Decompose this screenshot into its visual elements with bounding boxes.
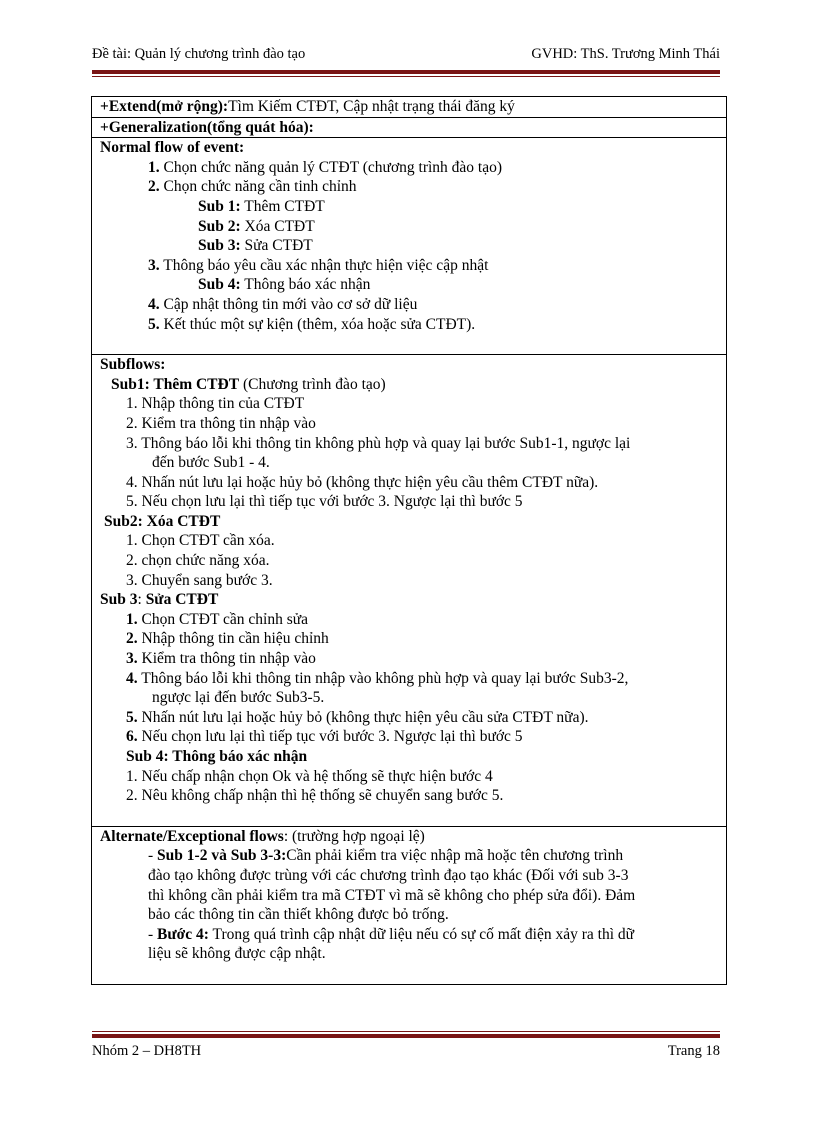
normal-sub-1: Sub 1: Thêm CTĐT (198, 197, 325, 215)
paragraph-line: bảo các thông tin cần thiết không được bỏ trống. (148, 906, 449, 924)
page-number: Trang 18 (667, 1043, 720, 1059)
footer-rule (92, 1034, 720, 1038)
paragraph-line: thì không cần phải kiểm tra mã CTĐT vì mã sẽ không cho phép sửa đổi). Đảm (148, 886, 636, 904)
list-item: 3. Chuyển sang bước 3. (126, 571, 273, 589)
subflow-2-heading: Sub2: Xóa CTĐT (104, 512, 221, 530)
page-footer (92, 1043, 720, 1060)
list-item: ngược lại đến bước Sub3-5. (152, 689, 325, 707)
normal-sub-2: Sub 2: Xóa CTĐT (198, 217, 315, 235)
subflow-4-heading: Sub 4: Thông báo xác nhận (126, 748, 308, 765)
paragraph-line: đào tạo không được trùng với các chương trình đạo tạo khác (Đối với sub 3-3 (148, 866, 629, 884)
paragraph-line: liệu sẽ không được cập nhật. (148, 945, 326, 963)
footer-rule-thin (92, 1031, 720, 1032)
normal-sub-3: Sub 3: Sửa CTĐT (198, 237, 313, 255)
footer-group: Nhóm 2 – DH8TH (92, 1043, 202, 1059)
use-case-table (91, 96, 727, 985)
normal-step-5: 5. Kết thúc một sự kiện (thêm, xóa hoặc sửa CTĐT). (148, 315, 476, 333)
list-item: 2. Nêu không chấp nhận thì hệ thống sẽ chuyển sang bước 5. (126, 787, 504, 805)
extend-text: Tìm Kiếm CTĐT, Cập nhật trạng thái đăng ký (228, 98, 515, 115)
list-item: đến bước Sub1 - 4. (152, 454, 270, 472)
normal-flow-title: Normal flow of event: (100, 139, 245, 157)
list-item: 3. Thông báo lỗi khi thông tin không phù hợp và quay lại bước Sub1-1, ngược lại (126, 434, 631, 452)
header-advisor: GVHD: ThS. Trương Minh Thái (531, 46, 720, 62)
subflows-title: Subflows: (100, 356, 166, 374)
list-item: 2. chọn chức năng xóa. (126, 552, 270, 570)
normal-flow-section (92, 137, 726, 354)
header-rule (92, 70, 720, 74)
list-item: 5. Nếu chọn lưu lại thì tiếp tục với bước 3. Ngược lại thì bước 5 (126, 493, 523, 511)
list-item: 2. Nhập thông tin cần hiệu chỉnh (126, 630, 329, 648)
header-topic: Đề tài: Quản lý chương trình đào tạo (92, 46, 306, 62)
list-item: 4. Nhấn nút lưu lại hoặc hủy bỏ (không thực hiện yêu cầu thêm CTĐT nữa). (126, 473, 599, 491)
normal-step-2: 2. Chọn chức năng cần tinh chỉnh (148, 178, 357, 196)
list-item: 2. Kiểm tra thông tin nhập vào (126, 414, 316, 432)
alternate-section (92, 826, 726, 984)
alternate-title: Alternate/Exceptional flows: (trường hợp ngoại lệ) (100, 827, 425, 845)
generalization-section (92, 117, 726, 138)
list-item: 3. Kiểm tra thông tin nhập vào (126, 650, 316, 668)
header-rule-thin (92, 76, 720, 77)
extend-label: +Extend(mở rộng): (100, 98, 229, 115)
list-item: 1. Chọn CTĐT cần xóa. (126, 532, 275, 550)
page-header (92, 46, 720, 63)
alternate-paragraph-2: - Bước 4: Trong quá trình cập nhật dữ liệu nếu có sự cố mất điện xảy ra thì dữ (148, 925, 635, 943)
normal-step-1: 1. Chọn chức năng quản lý CTĐT (chương trình đào tạo) (148, 158, 503, 176)
subflow-3-heading: Sub 3: Sửa CTĐT (100, 591, 219, 609)
list-item: 1. Nhập thông tin của CTĐT (126, 395, 305, 413)
normal-step-4: 4. Cập nhật thông tin mới vào cơ sở dữ liệu (148, 295, 418, 313)
subflows-section (92, 354, 726, 826)
list-item: 5. Nhấn nút lưu lại hoặc hủy bỏ (không thực hiện yêu cầu sửa CTĐT nữa). (126, 708, 589, 726)
list-item: 1. Chọn CTĐT cần chỉnh sửa (126, 610, 309, 628)
list-item: 4. Thông báo lỗi khi thông tin nhập vào không phù hợp và quay lại bước Sub3-2, (126, 669, 629, 687)
alternate-paragraph-1: - Sub 1-2 và Sub 3-3:Cần phải kiểm tra việc nhập mã hoặc tên chương trình (148, 847, 624, 865)
normal-step-3: 3. Thông báo yêu cầu xác nhận thực hiện việc cập nhật (148, 256, 489, 274)
list-item: 6. Nếu chọn lưu lại thì tiếp tục với bước 3. Ngược lại thì bước 5 (126, 728, 523, 746)
subflow-1-heading: Sub1: Thêm CTĐT (Chương trình đào tạo) (111, 375, 386, 393)
normal-sub-4: Sub 4: Thông báo xác nhận (198, 276, 371, 294)
extend-section (92, 97, 726, 117)
list-item: 1. Nếu chấp nhận chọn Ok và hệ thống sẽ thực hiện bước 4 (126, 767, 493, 785)
generalization-label: +Generalization(tổng quát hóa): (100, 118, 314, 136)
